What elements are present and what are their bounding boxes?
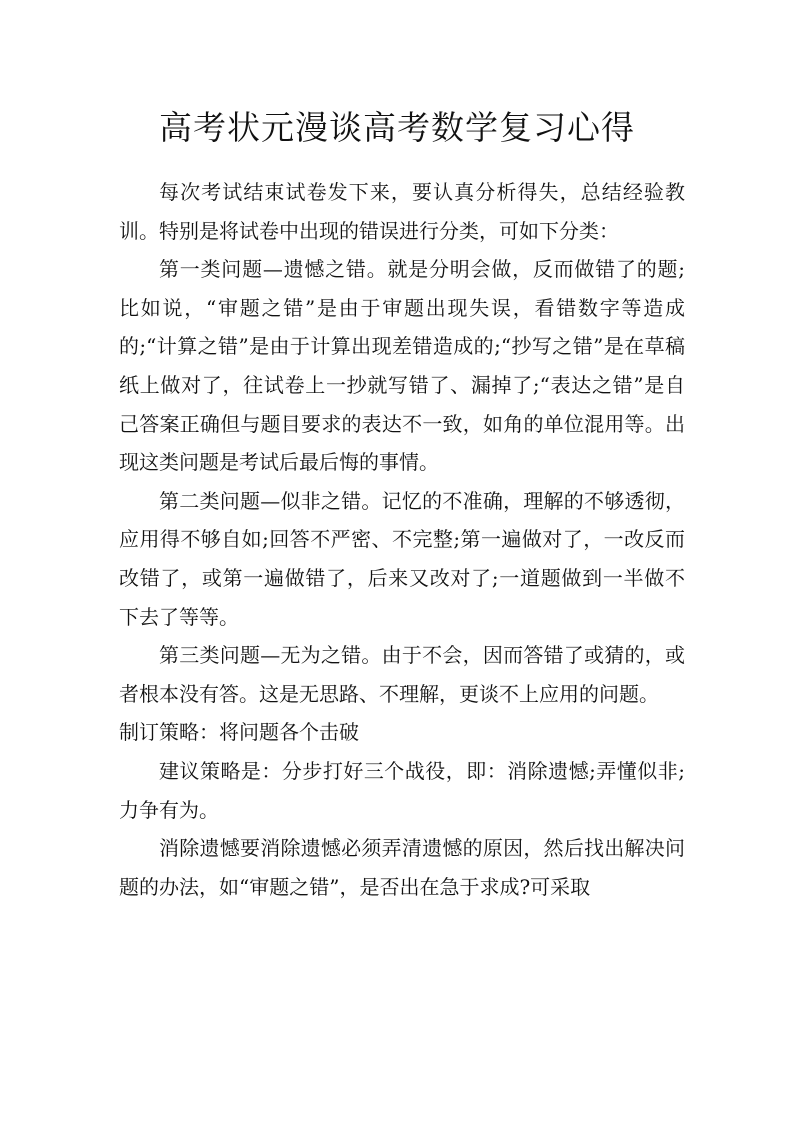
paragraph-category-1: 第一类问题—遗憾之错。就是分明会做，反而做错了的题;比如说，“审题之错”是由于审题出现失误，看错数字等造成的;“计算之错”是由于计算出现差错造成的;“抄写之错”是在草稿纸上做对了，往试卷上一抄就写错了、漏掉了;“表达之错”是自己答案正确但与题目要求的表达不一致，如角的单位混用等。出现这类问题是考试后最后悔的事情。 <box>119 257 685 475</box>
section-heading: 制订策略：将问题各个击破 <box>119 720 359 745</box>
page-title: 高考状元漫谈高考数学复习心得 <box>159 108 635 147</box>
paragraph-intro: 每次考试结束试卷发下来，要认真分析得失，总结经验教训。特别是将试卷中出现的错误进行分类，可如下分类： <box>119 180 685 243</box>
paragraph-eliminate-regret: 消除遗憾要消除遗憾必须弄清遗憾的原因，然后找出解决问题的办法，如“审题之错”，是否出在急于求成?可采取 <box>119 836 685 899</box>
paragraph-category-3: 第三类问题—无为之错。由于不会，因而答错了或猜的，或者根本没有答。这是无思路、不理解，更谈不上应用的问题。 <box>119 643 685 706</box>
paragraph-category-2: 第二类问题—似非之错。记忆的不准确，理解的不够透彻，应用得不够自如;回答不严密、不完整;第一遍做对了，一改反而改错了，或第一遍做错了，后来又改对了;一道题做到一半做不下去了等等。 <box>119 488 685 629</box>
paragraph-strategy: 建议策略是：分步打好三个战役，即：消除遗憾;弄懂似非;力争有为。 <box>119 758 685 822</box>
document-body <box>119 173 685 906</box>
